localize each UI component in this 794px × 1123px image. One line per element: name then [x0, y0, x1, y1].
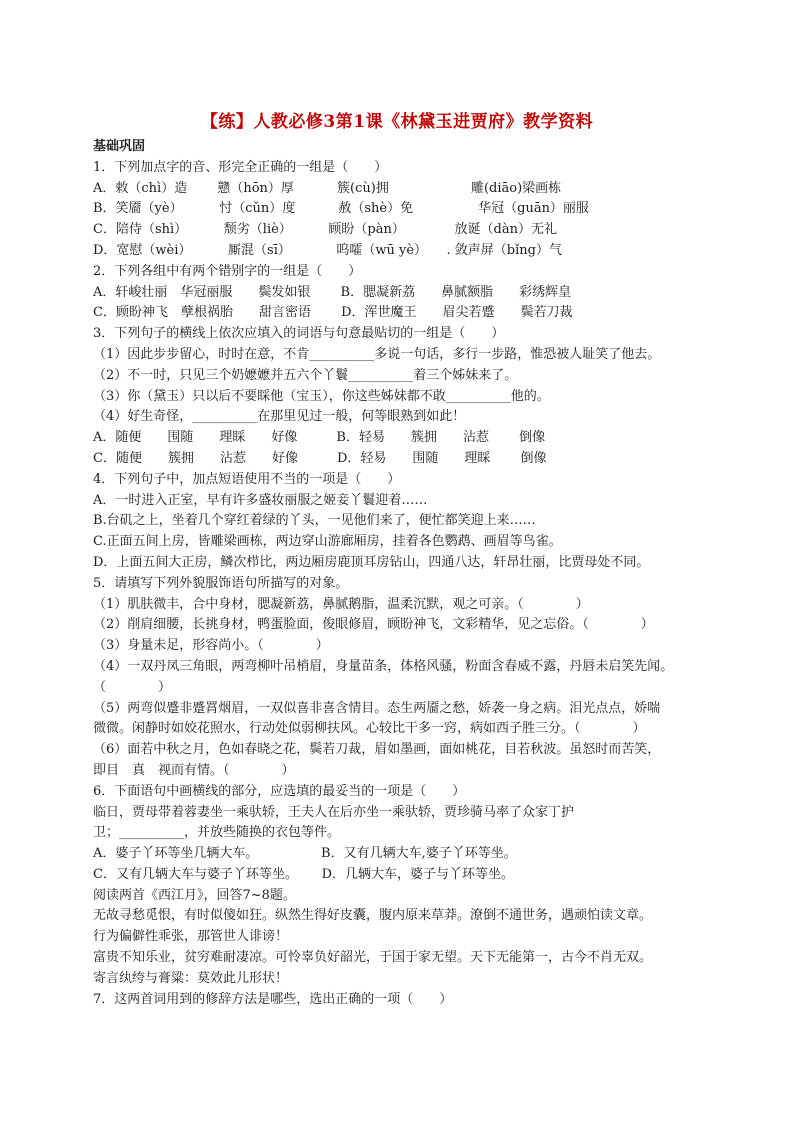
text-line: （2）不一时，只见三个奶嬷嬷并五六个丫鬟__________着三个姊妹来了。 [93, 367, 518, 383]
text-line: （ ） [93, 679, 172, 695]
text-line: A．一时进入正室，早有许多盛妆丽服之姬妾丫鬟迎着…… [93, 492, 428, 508]
text-line: （3）你（黛玉）只以后不要睬他（宝玉），你这些姊妹都不敢__________他的。 [93, 388, 550, 404]
text-line: 7．这两首词用到的修辞方法是哪些，选出正确的一项（ ） [93, 991, 453, 1007]
text-line: 微微。闲静时如姣花照水，行动处似弱柳扶风。心较比干多一窍，病如西子胜三分。（ ） [93, 721, 646, 737]
text-line: C．又有几辆大车与婆子丫环等坐。 D．几辆大车，婆子与丫环等坐。 [93, 866, 515, 882]
text-line: 无故寻愁觅恨，有时似傻如狂。纵然生得好皮囊，腹内原来草莽。潦倒不通世务，遇顽怕读文章。 [93, 908, 653, 924]
text-line: 3．下列句子的横线上依次应填入的词语与句意最贴切的一组是（ ） [93, 326, 505, 342]
text-line: （5）两弯似蹙非蹙罥烟眉，一双似喜非喜含情目。态生两靥之愁，娇袭一身之病。泪光点点，娇喘 [93, 700, 661, 716]
text-line: 2．下列各组中有两个错别字的一组是（ ） [93, 263, 362, 279]
text-line: D．上面五间大正房，鳞次栉比，两边厢房鹿顶耳房钻山，四通八达，轩昂壮丽，比贾母处不同。 [93, 554, 650, 570]
text-line: C．随便 簇拥 沾惹 好像 D．轻易 围随 理睬 倒像 [93, 450, 547, 466]
text-line: 卫；__________，并放些随换的衣包等件。 [93, 825, 341, 841]
text-line: 临日，贾母带着蓉妻坐一乘驮轿，王夫人在后亦坐一乘驮轿，贾珍骑马率了众家丁护 [93, 804, 575, 820]
text-line: （6）面若中秋之月，色如春晓之花，鬓若刀裁，眉如墨画，面如桃花，目若秋波。虽怒时而苦笑， [93, 742, 661, 758]
text-line: 6．下面语句中画横线的部分，应选填的最妥当的一项是（ ） [93, 783, 466, 799]
text-line: A．轩峻壮丽 华冠丽服 鬓发如银 B．腮凝新荔 鼻腻额脂 彩绣辉皇 [93, 284, 572, 300]
text-line: 即目 真 视而有情。（ ） [93, 762, 295, 778]
section-heading: 基础巩固 [93, 139, 146, 154]
text-line: 寄言纨绔与膏粱：莫效此儿形状！ [93, 970, 289, 986]
text-line: （3）身量未足，形容尚小。（ ） [93, 638, 329, 654]
text-line: A．随便 围随 理睬 好像 B．轻易 簇拥 沾惹 倒像 [93, 430, 546, 446]
text-line: 富贵不知乐业，贫穷难耐凄凉。可怜辜负好韶光，于国于家无望。天下无能第一，古今不肖无双。 [93, 950, 653, 966]
text-line: （4）好生奇怪，__________在那里见过一般，何等眼熟到如此！ [93, 409, 466, 425]
text-line: 阅读两首《西江月》，回答7~8题。 [93, 887, 296, 903]
text-line: A．敕（chì）造 戆（hōn）厚 簇(cù)拥 雕(diāo)梁画栋 [93, 180, 562, 196]
text-line: C.正面五间上房，皆雕梁画栋，两边穿山游廊厢房，挂着各色鹦鹉、画眉等鸟雀。 [93, 534, 562, 550]
text-line: 4．下列句子中，加点短语使用不当的一项是（ ） [93, 471, 401, 487]
document-title: 【练】人教必修3第1课《林黛玉进贾府》教学资料 [200, 112, 594, 132]
text-line: （1）肌肤微丰，合中身材，腮凝新荔，鼻腻鹅脂，温柔沉默，观之可亲。（ ） [93, 596, 589, 612]
text-line: 5．请填写下列外貌服饰语句所描写的对象。 [93, 575, 349, 591]
text-line: 行为偏僻性乖张，那管世人诽谤！ [93, 929, 289, 945]
text-line: D．宽慰（wèi） 厮混（sī） 呜嚯（wū yè） . 敛声屏（bǐng）气 [93, 242, 562, 258]
text-line: B．笑靥（yè） 忖（cǔn）度 赦（shè）免 华冠（guān）丽服 [93, 201, 589, 217]
text-line: B.台矶之上，坐着几个穿红着绿的丫头，一见他们来了，便忙都笑迎上来…… [93, 513, 536, 529]
text-line: C．陪侍（shì） 颓劣（liè） 顾盼（pàn） 放诞（dàn）无礼 [93, 222, 557, 238]
text-line: A．婆子丫环等坐几辆大车。 B．又有几辆大车,婆子丫环等坐。 [93, 846, 517, 862]
document-body [93, 137, 733, 1010]
text-line: （1）因此步步留心，时时在意，不肯__________多说一句话，多行一步路，惟恐被人耻笑了他去。 [93, 346, 661, 362]
text-line: C．顾盼神飞 孽根祸胎 甜言密语 D．浑世魔王 眉尖若蹙 鬓若刀裁 [93, 305, 573, 321]
text-line: 1．下列加点字的音、形完全正确的一组是（ ） [93, 159, 388, 175]
text-line: （2）削肩细腰，长挑身材，鸭蛋脸面，俊眼修眉，顾盼神飞，文彩精华，见之忘俗。（ ） [93, 617, 654, 633]
text-line: （4）一双丹凤三角眼，两弯柳叶吊梢眉，身量苗条，体格风骚，粉面含春威不露，丹唇未启笑先闻。 [93, 658, 674, 674]
